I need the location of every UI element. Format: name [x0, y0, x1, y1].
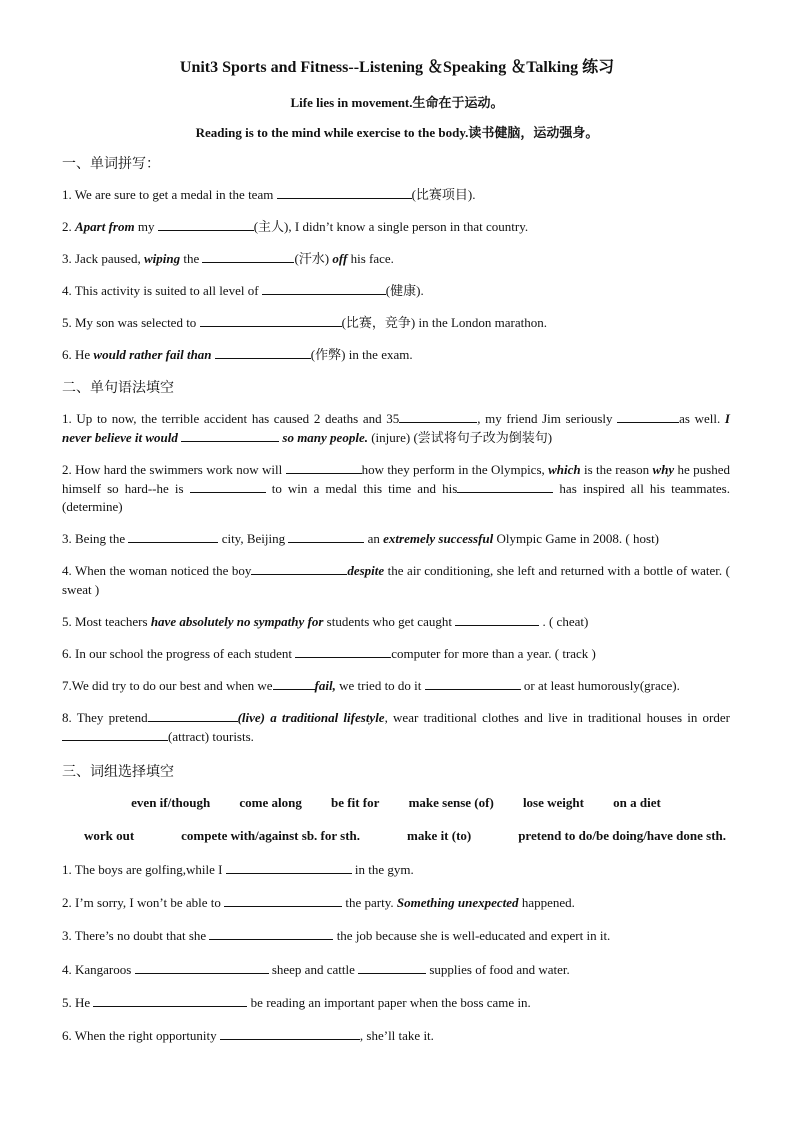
answer-blank[interactable] — [135, 961, 269, 974]
answer-blank[interactable] — [181, 429, 279, 442]
word-bank-item: come along — [239, 795, 302, 810]
answer-blank[interactable] — [226, 861, 352, 874]
word-bank-item: compete with/against sb. for sth. — [181, 828, 361, 843]
answer-blank[interactable] — [148, 709, 238, 722]
word-bank-item: be fit for — [331, 795, 380, 810]
page-title: Unit3 Sports and Fitness--Listening ＆Speaking ＆Talking 练习 — [179, 59, 615, 76]
s1-question-5: 5. My son was selected to (比赛，竞争) in the London marathon. — [62, 315, 547, 330]
answer-blank[interactable] — [286, 461, 362, 474]
answer-blank[interactable] — [209, 927, 333, 940]
s2-question-6: 6. In our school the progress of each student computer for more than a year. ( track ) — [62, 646, 596, 661]
answer-blank[interactable] — [202, 250, 294, 263]
answer-blank[interactable] — [425, 677, 521, 690]
s2-question-2: 2. How hard the swimmers work now will how they perform in the Olympics, which is the reason why he pushed himself so hard--he is to win a medal this time and his has inspired all his teammates. (determine) — [62, 462, 731, 514]
section-1-heading: 一、单词拼写： — [62, 156, 160, 172]
section-3-heading: 三、词组选择填空 — [62, 764, 174, 780]
section-2-heading: 二、单句语法填空 — [62, 380, 174, 396]
s2-question-4: 4. When the woman noticed the boy despite the air conditioning, she left and returned with a bottle of water. ( sweat ) — [62, 563, 730, 597]
answer-blank[interactable] — [220, 1027, 360, 1040]
motto-1: Life lies in movement.生命在于运动。 — [290, 95, 504, 110]
s3-question-5: 5. He be reading an important paper when the boss came in. — [62, 995, 531, 1010]
s1-question-4: 4. This activity is suited to all level of (健康). — [62, 283, 424, 298]
answer-blank[interactable] — [158, 218, 254, 231]
s2-question-3: 3. Being the city, Beijing an extremely successful Olympic Game in 2008. ( host) — [62, 531, 660, 546]
answer-blank[interactable] — [399, 410, 477, 423]
answer-blank[interactable] — [262, 282, 386, 295]
answer-blank[interactable] — [93, 994, 247, 1007]
s1-question-2: 2. Apart from my (主人), I didn’t know a single person in that country. — [62, 219, 529, 234]
s2-question-8: 8. They pretend (live) a traditional lifestyle, wear traditional clothes and live in traditional houses in order(attract) tourists. — [62, 710, 730, 744]
answer-blank[interactable] — [358, 961, 426, 974]
answer-blank[interactable] — [190, 480, 266, 493]
answer-blank[interactable] — [128, 530, 218, 543]
s2-question-7: 7.We did try to do our best and when we fail, we tried to do it or at least humorously(grace). — [62, 678, 680, 693]
word-bank-item: work out — [84, 828, 135, 843]
answer-blank[interactable] — [295, 645, 391, 658]
s3-question-1: 1. The boys are golfing,while I in the gym. — [62, 862, 414, 877]
motto-2: Reading is to the mind while exercise to the body.读书健脑，运动强身。 — [195, 125, 599, 140]
answer-blank[interactable] — [215, 346, 311, 359]
s3-question-2: 2. I’m sorry, I won’t be able to the party. Something unexpected happened. — [62, 895, 575, 910]
s3-question-4: 4. Kangaroos sheep and cattle supplies of food and water. — [62, 962, 570, 977]
s2-question-1: 1. Up to now, the terrible accident has caused 2 deaths and 35 , my friend Jim seriously as well. I never believe it would so many people. (injure) (尝试将句子改为倒装句) — [62, 411, 730, 445]
s3-question-3: 3. There’s no doubt that she the job because she is well-educated and expert in it. — [62, 928, 611, 943]
word-bank-item: on a diet — [613, 795, 661, 810]
s1-question-6: 6. He would rather fail than (作弊) in the exam. — [62, 347, 413, 362]
word-bank-row-1 — [62, 795, 730, 811]
s3-question-6: 6. When the right opportunity , she’ll take it. — [62, 1028, 434, 1043]
answer-blank[interactable] — [251, 562, 347, 575]
answer-blank[interactable] — [455, 613, 539, 626]
word-bank-item: lose weight — [522, 795, 584, 810]
answer-blank[interactable] — [457, 480, 553, 493]
s2-question-5: 5. Most teachers have absolutely no sympathy for students who get caught . ( cheat) — [62, 614, 589, 629]
answer-blank[interactable] — [617, 410, 679, 423]
answer-blank[interactable] — [277, 186, 412, 199]
answer-blank[interactable] — [224, 894, 342, 907]
word-bank-item: make it (to) — [406, 828, 472, 843]
answer-blank[interactable] — [288, 530, 364, 543]
word-bank-item: make sense (of) — [408, 795, 494, 810]
answer-blank[interactable] — [273, 677, 315, 690]
answer-blank[interactable] — [200, 314, 342, 327]
word-bank-item: even if/though — [131, 795, 211, 810]
word-bank-row-2 — [62, 828, 730, 844]
s1-question-3: 3. Jack paused, wiping the (汗水) off his face. — [62, 251, 394, 266]
answer-blank[interactable] — [62, 728, 168, 741]
word-bank-item: pretend to do/be doing/have done sth. — [518, 828, 726, 843]
s1-question-1: 1. We are sure to get a medal in the team (比赛项目). — [62, 187, 476, 202]
